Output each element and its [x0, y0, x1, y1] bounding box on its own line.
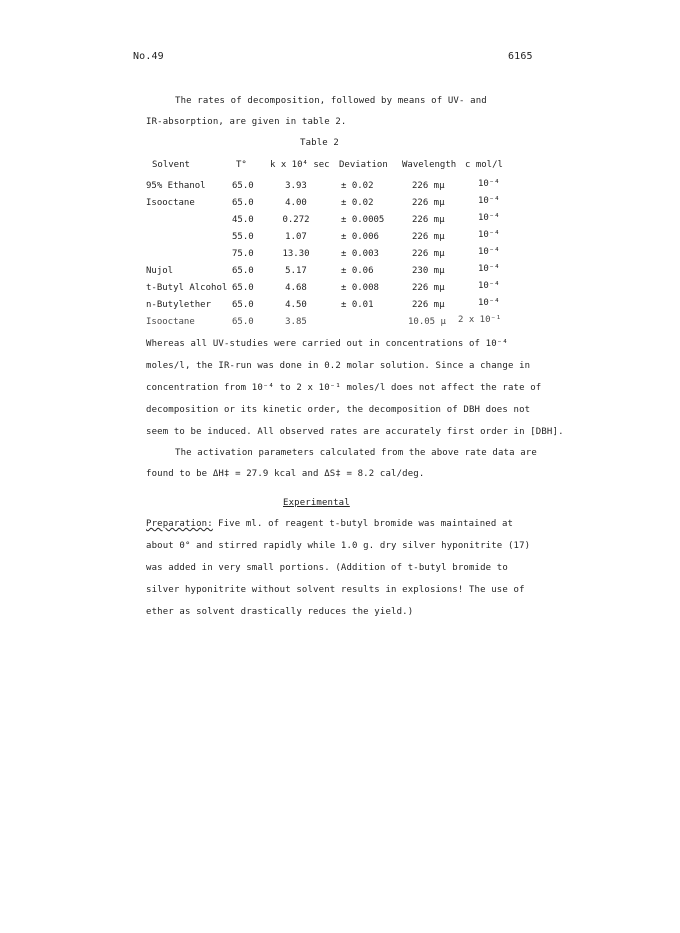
cell-temperature: 65.0 — [232, 283, 254, 293]
cell-rate: 1.07 — [285, 232, 307, 242]
cell-temperature: 75.0 — [232, 249, 254, 259]
body-line: decomposition or its kinetic order, the decomposition of DBH does not — [146, 405, 531, 415]
col-header-rate-constant: k x 10⁴ sec — [270, 160, 330, 170]
body-line: concentration from 10⁻⁴ to 2 x 10⁻¹ moles/l does not affect the rate of — [146, 383, 542, 393]
cell-concentration: 10⁻⁴ — [478, 230, 500, 240]
cell-deviation: ± 0.06 — [341, 266, 374, 276]
intro-line-2: IR-absorption, are given in table 2. — [146, 117, 347, 127]
cell-temperature: 45.0 — [232, 215, 254, 225]
cell-deviation: ± 0.006 — [341, 232, 379, 242]
cell-rate: 4.50 — [285, 300, 307, 310]
cell-temperature: 55.0 — [232, 232, 254, 242]
body-line: found to be ΔH‡ = 27.9 kcal and ΔS‡ = 8.2 cal/deg. — [146, 469, 425, 479]
cell-wavelength: 226 mμ — [412, 249, 445, 259]
table-caption: Table 2 — [300, 138, 339, 148]
cell-wavelength: 226 mμ — [412, 283, 445, 293]
cell-concentration: 10⁻⁴ — [478, 179, 500, 189]
cell-wavelength: 226 mμ — [412, 232, 445, 242]
experimental-line: about 0° and stirred rapidly while 1.0 g. dry silver hyponitrite (17) — [146, 541, 531, 551]
body-line: seem to be induced. All observed rates are accurately first order in [DBH]. — [146, 427, 564, 437]
experimental-line: was added in very small portions. (Addition of t-butyl bromide to — [146, 563, 508, 573]
cell-deviation: ± 0.02 — [341, 198, 374, 208]
cell-temperature: 65.0 — [232, 266, 254, 276]
cell-deviation: ± 0.0005 — [341, 215, 385, 225]
body-line: The activation parameters calculated from the above rate data are — [175, 448, 537, 458]
section-heading-experimental: Experimental — [283, 498, 350, 508]
cell-rate: 3.85 — [285, 317, 307, 327]
cell-temperature: 65.0 — [232, 198, 254, 208]
cell-deviation: ± 0.008 — [341, 283, 379, 293]
cell-wavelength: 226 mμ — [412, 198, 445, 208]
cell-wavelength: 10.05 μ — [408, 317, 446, 327]
cell-wavelength: 226 mμ — [412, 215, 445, 225]
col-header-wavelength: Wavelength — [402, 160, 457, 170]
cell-solvent: n-Butylether — [146, 300, 212, 310]
journal-number: No.49 — [133, 51, 164, 62]
body-line: moles/l, the IR-run was done in 0.2 molar solution. Since a change in — [146, 361, 531, 371]
preparation-label: Preparation: — [146, 519, 213, 529]
cell-rate: 13.30 — [282, 249, 310, 259]
cell-rate: 0.272 — [282, 215, 310, 225]
col-header-deviation: Deviation — [339, 160, 388, 170]
col-header-solvent: Solvent — [152, 160, 190, 170]
cell-solvent: Isooctane — [146, 317, 195, 327]
cell-rate: 4.00 — [285, 198, 307, 208]
cell-concentration: 10⁻⁴ — [478, 247, 500, 257]
page-number: 6165 — [508, 51, 533, 62]
experimental-line: silver hyponitrite without solvent results in explosions! The use of — [146, 585, 525, 595]
intro-line-1: The rates of decomposition, followed by means of UV- and — [175, 96, 487, 106]
cell-wavelength: 226 mμ — [412, 300, 445, 310]
col-header-concentration: c mol/l — [465, 160, 503, 170]
cell-deviation: ± 0.02 — [341, 181, 374, 191]
cell-concentration: 2 x 10⁻¹ — [458, 315, 502, 325]
experimental-line: Five ml. of reagent t-butyl bromide was maintained at — [218, 519, 514, 529]
cell-solvent: Isooctane — [146, 198, 195, 208]
cell-concentration: 10⁻⁴ — [478, 281, 500, 291]
cell-concentration: 10⁻⁴ — [478, 196, 500, 206]
experimental-line: ether as solvent drastically reduces the yield.) — [146, 607, 414, 617]
cell-solvent: 95% Ethanol — [146, 181, 206, 191]
cell-rate: 4.68 — [285, 283, 307, 293]
cell-wavelength: 230 mμ — [412, 266, 445, 276]
cell-solvent: Nujol — [146, 266, 174, 276]
cell-rate: 5.17 — [285, 266, 307, 276]
cell-temperature: 65.0 — [232, 317, 254, 327]
col-header-temperature: T° — [236, 160, 247, 170]
cell-wavelength: 226 mμ — [412, 181, 445, 191]
cell-solvent: t-Butyl Alcohol — [146, 283, 228, 293]
cell-deviation: ± 0.01 — [341, 300, 374, 310]
cell-concentration: 10⁻⁴ — [478, 213, 500, 223]
cell-rate: 3.93 — [285, 181, 307, 191]
cell-deviation: ± 0.003 — [341, 249, 379, 259]
cell-temperature: 65.0 — [232, 300, 254, 310]
cell-concentration: 10⁻⁴ — [478, 264, 500, 274]
cell-temperature: 65.0 — [232, 181, 254, 191]
body-line: Whereas all UV-studies were carried out in concentrations of 10⁻⁴ — [146, 339, 508, 349]
cell-concentration: 10⁻⁴ — [478, 298, 500, 308]
